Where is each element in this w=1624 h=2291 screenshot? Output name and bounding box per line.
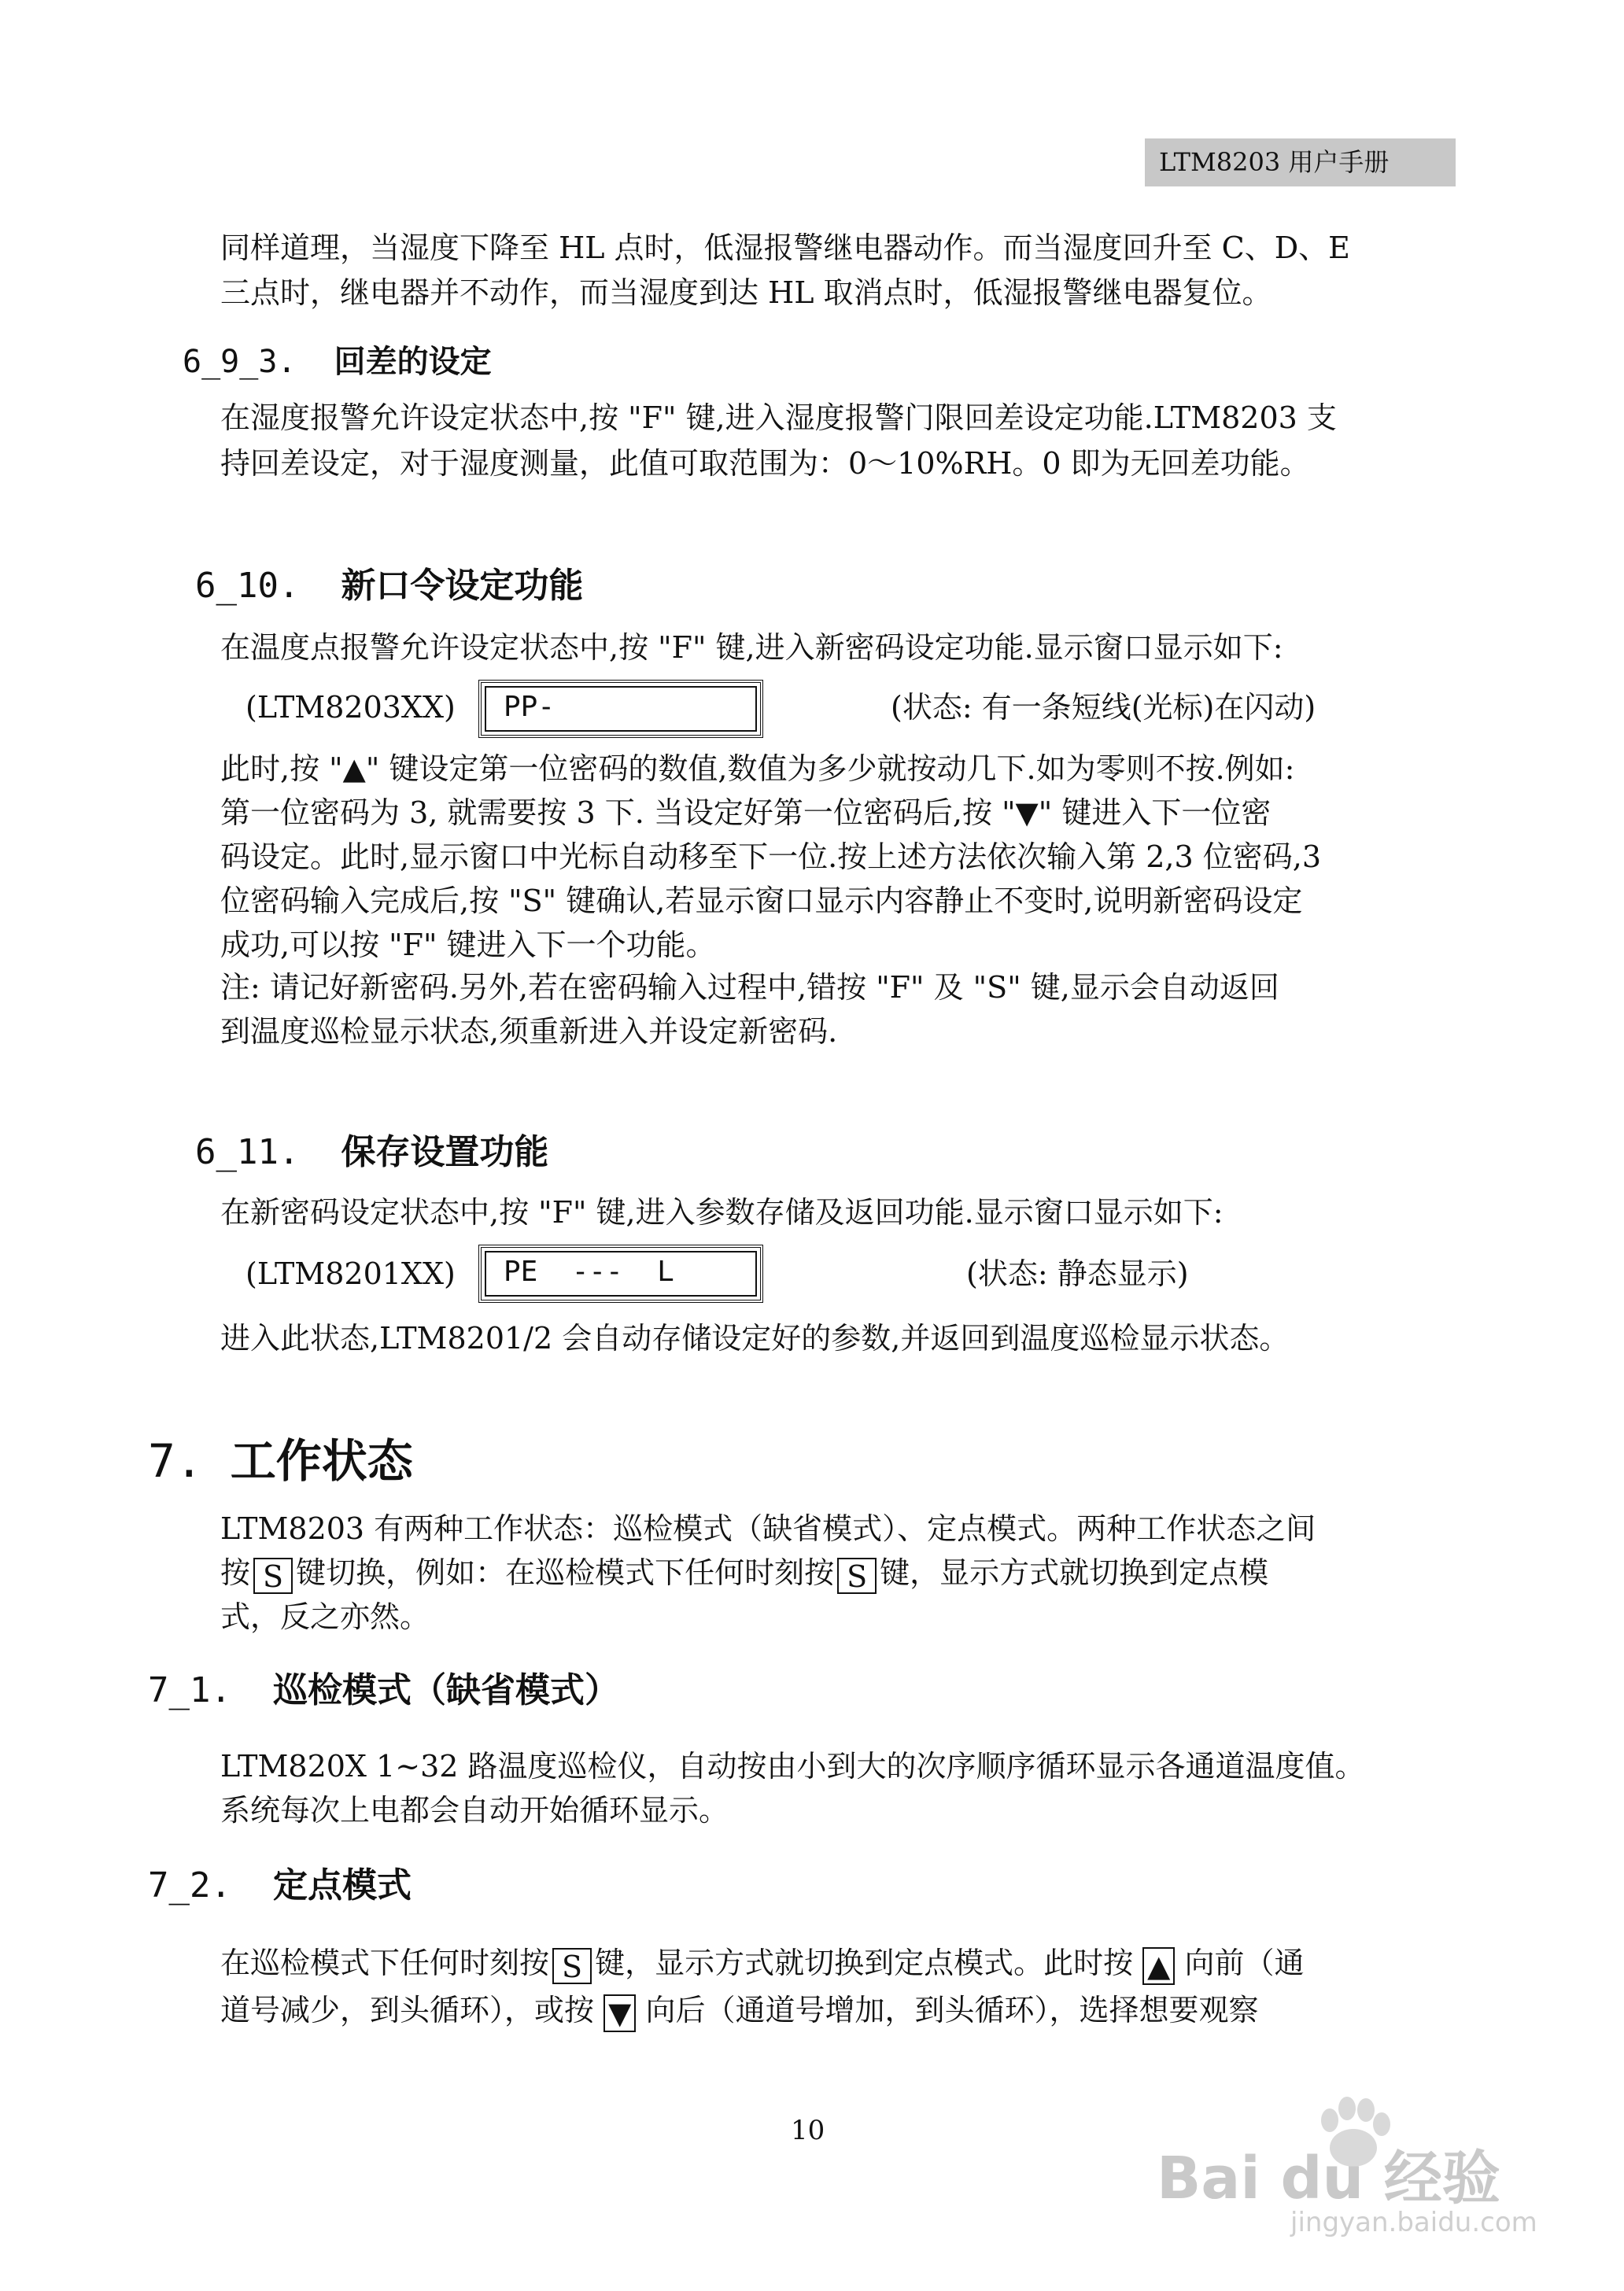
text-run: 键，显示方式就切换到定点模式。此时按: [595, 1946, 1134, 1980]
s-key-box: S: [253, 1558, 293, 1594]
paragraph-line: 成功,可以按 "F" 键进入下一个功能。: [220, 928, 716, 962]
paragraph-line: 位密码输入完成后,按 "S" 键确认,若显示窗口显示内容静止不变时,说明新密码设定: [220, 884, 1303, 918]
section-title: 新口令设定功能: [341, 566, 584, 606]
up-arrow-key-icon: ▲: [1142, 1947, 1175, 1985]
display-status: (状态: 静态显示): [966, 1256, 1189, 1291]
paragraph-line: 第一位密码为 3, 就需要按 3 下. 当设定好第一位密码后,按 "▼" 键进入下一位密: [220, 795, 1272, 830]
chapter-heading-7: [148, 1424, 413, 1490]
paragraph-line: [220, 1987, 1258, 2033]
display-status: (状态: 有一条短线(光标)在闪动): [891, 690, 1316, 725]
text-run: 键切换，例如：在巡检模式下任何时刻按: [296, 1555, 835, 1590]
section-title: 巡检模式（缺省模式）: [272, 1670, 619, 1710]
text-run: 键，显示方式就切换到定点模: [880, 1555, 1269, 1590]
page-number: 10: [791, 2115, 825, 2146]
baidu-watermark: [1157, 2085, 1566, 2242]
paragraph-line: 三点时，继电器并不动作，而当湿度到达 HL 取消点时，低湿报警继电器复位。: [220, 275, 1272, 310]
running-header: LTM8203 用户手册: [1145, 138, 1456, 186]
text-run: 在巡检模式下任何时刻按: [220, 1946, 550, 1980]
section-number: 7_2.: [148, 1865, 231, 1905]
section-heading-6-9-3: [183, 337, 492, 382]
watermark-url: jingyan.baidu.com: [1290, 2207, 1537, 2238]
display-window: [478, 680, 763, 738]
section-number: 6_11.: [195, 1132, 300, 1172]
display-text: PE --- L: [504, 1256, 674, 1288]
section-heading-6-10: [195, 557, 583, 607]
section-title: 定点模式: [272, 1865, 412, 1905]
paragraph-line: LTM8203 有两种工作状态：巡检模式（缺省模式）、定点模式。两种工作状态之间: [220, 1511, 1316, 1546]
paragraph-line: 系统每次上电都会自动开始循环显示。: [220, 1793, 729, 1828]
section-heading-7-1: [148, 1662, 619, 1712]
display-text: PP-: [504, 691, 555, 723]
note-line: 到温度巡检显示状态,须重新进入并设定新密码.: [220, 1014, 838, 1049]
section-number: 6_10.: [195, 566, 300, 606]
device-model-label: (LTM8201XX): [245, 1256, 456, 1291]
s-key-box: S: [837, 1558, 877, 1594]
down-arrow-key-icon: ▼: [603, 1994, 636, 2032]
paragraph-line: 进入此状态,LTM8201/2 会自动存储设定好的参数,并返回到温度巡检显示状态。: [220, 1321, 1290, 1356]
section-number: 7.: [148, 1434, 203, 1488]
section-number: 7_1.: [148, 1670, 231, 1710]
text-run: 按: [220, 1555, 251, 1590]
paragraph-line: 在新密码设定状态中,按 "F" 键,进入参数存储及返回功能.显示窗口显示如下:: [220, 1195, 1224, 1230]
paragraph-line: 码设定。此时,显示窗口中光标自动移至下一位.按上述方法依次输入第 2,3 位密码,3: [220, 839, 1322, 874]
section-title: 回差的设定: [334, 344, 492, 380]
display-window: [478, 1245, 763, 1303]
paragraph-line: 式，反之亦然。: [220, 1599, 430, 1634]
s-key-box: S: [552, 1948, 592, 1984]
section-heading-7-2: [148, 1857, 412, 1907]
paragraph-line: LTM820X 1~32 路温度巡检仪，自动按由小到大的次序顺序循环显示各通道温度值。: [220, 1749, 1365, 1784]
section-title: 工作状态: [230, 1434, 413, 1488]
paragraph-line: 此时,按 "▲" 键设定第一位密码的数值,数值为多少就按动几下.如为零则不按.例如:: [220, 751, 1295, 786]
text-run: 道号减少，到头循环），或按: [220, 1993, 595, 2027]
paragraph-line: 在湿度报警允许设定状态中,按 "F" 键,进入湿度报警门限回差设定功能.LTM8203 支: [220, 400, 1337, 435]
paragraph-line: 同样道理，当湿度下降至 HL 点时，低湿报警继电器动作。而当湿度回升至 C、D、E: [220, 231, 1350, 265]
paragraph-line: [220, 1940, 1305, 1986]
section-title: 保存设置功能: [341, 1132, 549, 1172]
section-heading-6-11: [195, 1123, 548, 1174]
text-run: 向前（通: [1184, 1946, 1305, 1980]
device-model-label: (LTM8203XX): [245, 690, 456, 725]
text-run: 向后（通道号增加，到头循环），选择想要观察: [645, 1993, 1259, 2027]
watermark-brand: Bai du 经验: [1157, 2145, 1500, 2212]
note-line: 注: 请记好新密码.另外,若在密码输入过程中,错按 "F" 及 "S" 键,显示会自动返回: [220, 970, 1279, 1005]
paragraph-line: [220, 1550, 1268, 1596]
paragraph-line: 在温度点报警允许设定状态中,按 "F" 键,进入新密码设定功能.显示窗口显示如下:: [220, 630, 1283, 665]
paragraph-line: 持回差设定，对于湿度测量，此值可取范围为：0～10%RH。0 即为无回差功能。: [220, 446, 1310, 481]
section-number: 6_9_3.: [183, 344, 297, 380]
